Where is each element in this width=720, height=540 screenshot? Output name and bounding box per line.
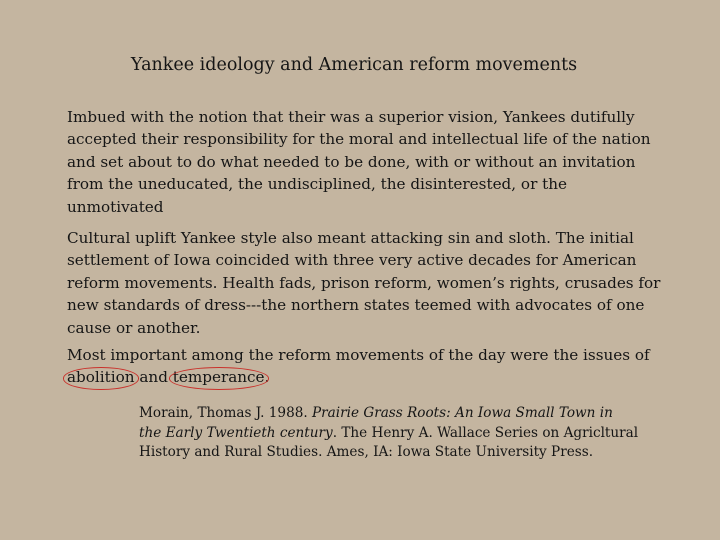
- paragraph-cultural-uplift: Cultural uplift Yankee style also meant attacking sin and sloth. The initial settlement of Iowa coincided with three very active decades for American reform movements. Health fads, prison reform, women’s rights, crusades for new standards of dress---the northern states teemed with advocates of one cause or another.: [67, 229, 661, 337]
- highlight-temperance: [173, 366, 265, 388]
- paragraph-yankee-vision: Imbued with the notion that their was a superior vision, Yankees dutifully accepted their responsibility for the moral and intellectual life of the nation and set about to do what needed to be done, with or without an invitation from the uneducated, the undisciplined, the disinterested, or the unmotivated: [67, 108, 651, 216]
- citation: [139, 404, 639, 463]
- reform-text-between: and: [134, 368, 173, 387]
- reform-text-before: Most important among the reform movements of the day were the issues of: [67, 346, 650, 364]
- highlight-abolition-text: abolition: [67, 368, 135, 387]
- reform-text-after: .: [264, 368, 270, 387]
- citation-book-title: Prairie Grass Roots: An Iowa Small Town in the Early Twentieth century: [139, 405, 613, 441]
- citation-author-year: Morain, Thomas J. 1988.: [139, 405, 313, 421]
- citation-publisher: . The Henry A. Wallace Series on Agricltural History and Rural Studies. Ames, IA: Iowa State University Press.: [139, 424, 639, 461]
- highlight-abolition: [67, 366, 135, 388]
- paragraph-reform-movements: [67, 344, 667, 389]
- slide-title: Yankee ideology and American reform movements: [130, 55, 578, 75]
- highlight-temperance-text: temperance: [172, 368, 265, 387]
